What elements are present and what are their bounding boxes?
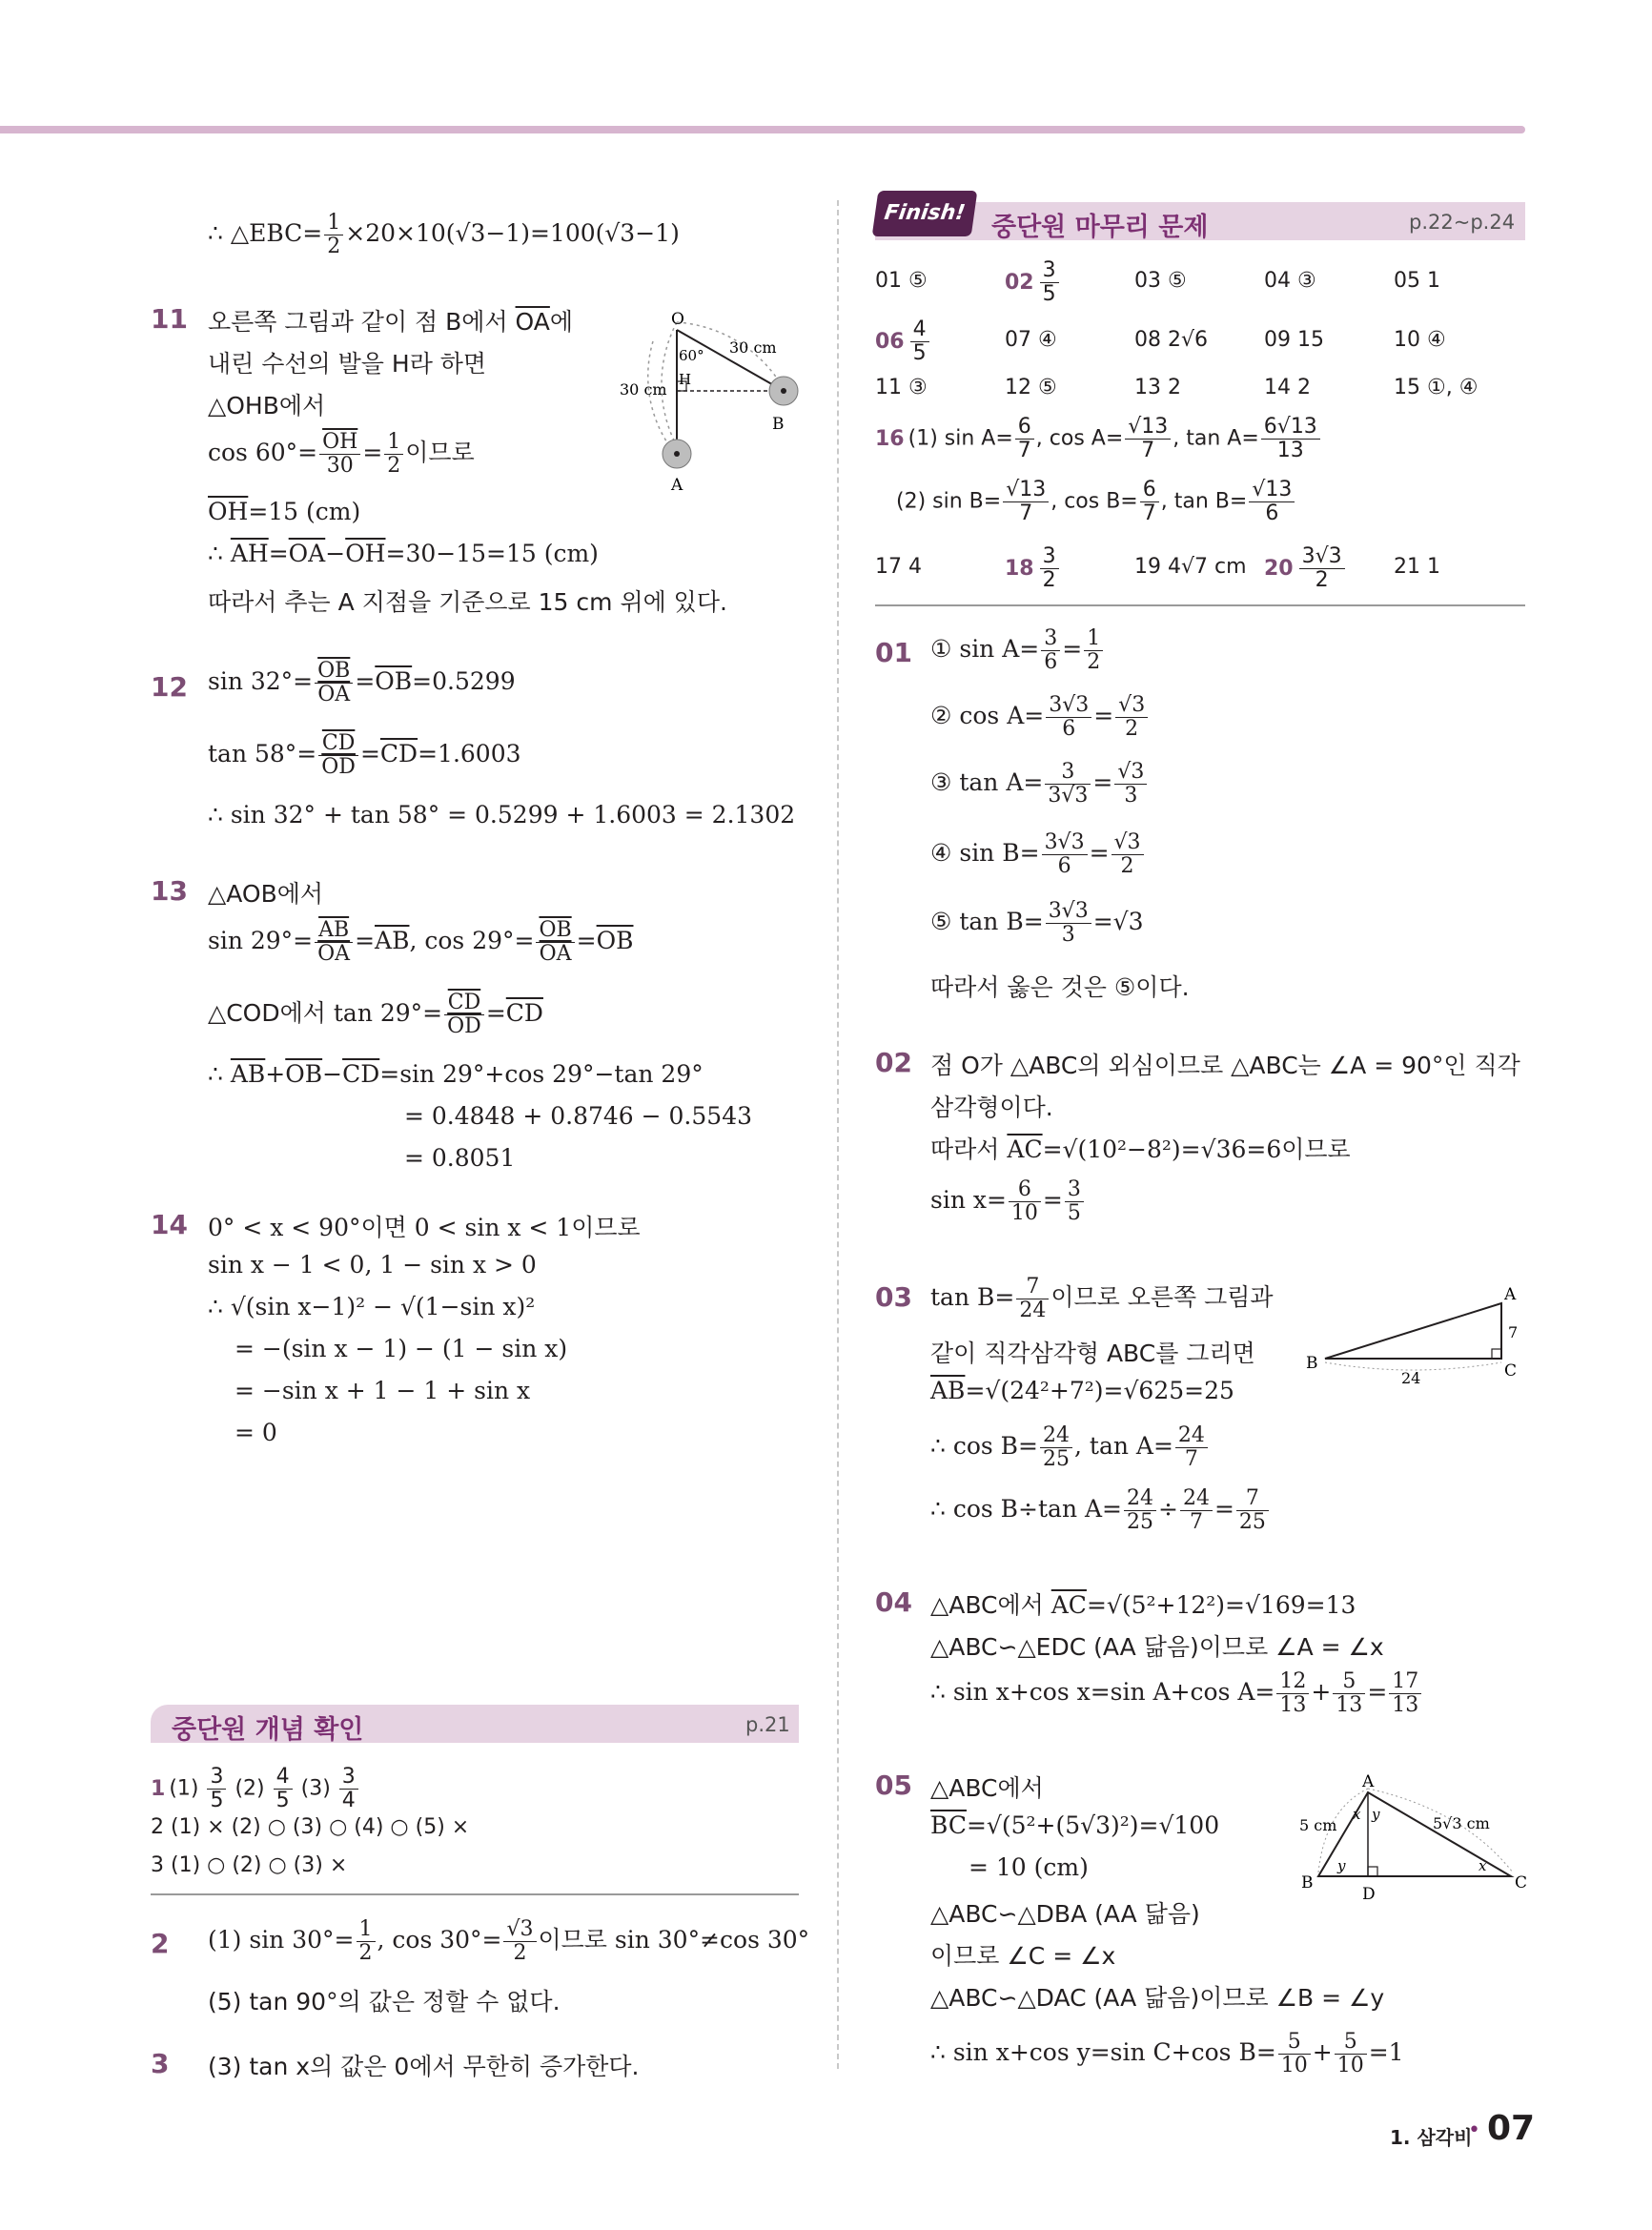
answer-09: 09 15 [1264, 328, 1324, 352]
p12-line1: sin 32°= $\frac{\overline{OB}}{OA}$ $=\overline{OB}=0.5299$ [208, 659, 516, 706]
side-label-24: 24 [1401, 1369, 1421, 1387]
answer-21: 21 1 [1394, 555, 1440, 579]
answer-01: 01 ⑤ [875, 269, 928, 293]
angle-label-y: y [1372, 1806, 1380, 1823]
label-D: D [1362, 1885, 1376, 1904]
footer-bullet: • [1468, 2118, 1480, 2142]
p14-line1: 0° < x < 90°이면 0 < sin x < 1이므로 [208, 1214, 641, 1241]
pendulum-figure [610, 303, 810, 503]
concept-section-page: p.21 [745, 1713, 790, 1736]
p11-line2: 내린 수선의 발을 H라 하면 [208, 350, 487, 378]
right-triangle-figure-03 [1296, 1282, 1525, 1387]
top-rule [0, 126, 1525, 133]
concept-section-title: 중단원 개념 확인 [172, 1715, 364, 1745]
p11-line5: $\overline{OH}=15$ (cm) [208, 498, 361, 525]
q01-line1: ① sin A= $\frac{3}{6}$ = $\frac{1}{2}$ [930, 627, 1105, 674]
label-C: C [1504, 1361, 1518, 1381]
answer-17: 17 4 [875, 555, 922, 579]
q04-line3: ∴ sin x+cos x=sin A+cos A= $\frac{12}{13}$ + $\frac{5}{13}$ = $\frac{17}{13}$ [930, 1670, 1423, 1717]
q02-line2: 삼각형이다. [930, 1094, 1053, 1121]
concept-answer-1: 1 (1) $\frac{3}{5}$ (2) $\frac{4}{5}$ (3) $\frac{3}{4}$ [151, 1766, 360, 1812]
concept-e3-line1: (3) tan x의 값은 0에서 무한히 증가한다. [208, 2053, 640, 2080]
p12-line2: tan 58°= $\frac{\overline{CD}}{OD}$ $=\overline{CD}=1.6003$ [208, 731, 521, 779]
section-rule [151, 1893, 799, 1895]
q02-line4: sin x= $\frac{6}{10}$ = $\frac{3}{5}$ [930, 1178, 1086, 1225]
q01-line2: ② cos A= $\frac{3√3}{6}$ = $\frac{√3}{2}$ [930, 694, 1150, 741]
q03-line5: ∴ cos B÷tan A= $\frac{24}{25}$ ÷ $\frac{24}{7}$ = $\frac{7}{25}$ [930, 1487, 1271, 1534]
p13-line1: sin 29°= $\frac{\overline{AB}}{OA}$ $=\overline{AB}$, cos 29°= $\frac{\overline{OB}}{OA}$ $=\overline{OB}$ [208, 918, 634, 966]
problem-number: 12 [151, 671, 188, 703]
p11-line4: cos 60°= $\frac{\overline{OH}}{30}$ = $\frac{1}{2}$ 이므로 [208, 430, 475, 478]
p11-line6: ∴ $\overline{AH}=\overline{OA}-\overline{OH}=30-15=15$ (cm) [208, 540, 599, 567]
p14-line5: = −sin x + 1 − 1 + sin x [235, 1377, 531, 1404]
q05-line6: △ABC∽△DAC (AA 닮음)이므로 ∠B = ∠y [930, 1984, 1385, 2012]
answer-10: 10 ④ [1394, 328, 1446, 352]
label-B: B [1301, 1873, 1314, 1892]
p10-conclusion: ∴ △EBC= $\frac{1}{2}$ ×20×10(√3−1)=100(√3−1) [208, 211, 680, 258]
q03-line2: 같이 직각삼각형 ABC를 그리면 [930, 1340, 1255, 1367]
answer-04: 04 ③ [1264, 269, 1316, 293]
q05-line4: △ABC∽△DBA (AA 닮음) [930, 1900, 1200, 1928]
problem-number: 14 [151, 1209, 188, 1240]
angle-label: 60° [679, 347, 704, 364]
section-rule [875, 604, 1525, 606]
answer-03: 03 ⑤ [1134, 269, 1187, 293]
label-C: C [1515, 1873, 1528, 1892]
answer-20: 20 $\frac{3√3}{2}$ [1264, 545, 1347, 592]
p14-line4: = −(sin x − 1) − (1 − sin x) [235, 1335, 568, 1362]
problem-number: 3 [151, 2048, 170, 2079]
angle-label-x-C: x [1479, 1857, 1487, 1874]
answer-19: 19 4√7 cm [1134, 555, 1247, 579]
side-label-AB: 5 cm [1299, 1816, 1337, 1834]
label-B: B [1306, 1354, 1318, 1373]
answer-07: 07 ④ [1005, 328, 1057, 352]
label-O: O [671, 310, 684, 329]
answer-02: 02 $\frac{3}{5}$ [1005, 259, 1061, 306]
label-A: A [1362, 1772, 1375, 1791]
problem-number: 11 [151, 303, 188, 335]
q05-line5: 이므로 ∠C = ∠x [930, 1942, 1116, 1970]
problem-number: 03 [875, 1281, 912, 1313]
answer-16-1: 16 (1) sin A= $\frac{6}{7}$ , cos A= $\frac{√13}{7}$ , tan A= $\frac{6√13}{13}$ [875, 416, 1322, 462]
concept-e2-line2: (5) tan 90°의 값은 정할 수 없다. [208, 1988, 561, 2015]
q05-line3: = 10 (cm) [969, 1853, 1089, 1881]
q01-line3: ③ tan A= $\frac{3}{3√3}$ = $\frac{√3}{3}$ [930, 761, 1149, 808]
finish-section-title: 중단원 마무리 문제 [991, 213, 1209, 242]
p13-line3: ∴ $\overline{AB}+\overline{OB}-\overline{CD}=\sin$ 29°+cos 29°−tan 29° [208, 1060, 704, 1088]
q01-line6: 따라서 옳은 것은 ⑤이다. [930, 973, 1190, 1001]
q05-line7: ∴ sin x+cos y=sin C+cos B= $\frac{5}{10}$ + $\frac{5}{10}$ =1 [930, 2030, 1404, 2077]
problem-number: 04 [875, 1586, 912, 1618]
answer-12: 12 ⑤ [1005, 376, 1057, 399]
finish-section-page: p.22~p.24 [1409, 211, 1516, 234]
answer-05: 05 1 [1394, 269, 1440, 293]
answer-06: 06 $\frac{4}{5}$ [875, 318, 931, 365]
problem-number: 2 [151, 1928, 170, 1959]
p13-line0: △AOB에서 [208, 880, 324, 908]
p14-line2: sin x − 1 < 0, 1 − sin x > 0 [208, 1251, 537, 1279]
q02-line1: 점 O가 △ABC의 외심이므로 △ABC는 ∠A = 90°인 직각 [930, 1052, 1520, 1079]
answer-18: 18 $\frac{3}{2}$ [1005, 545, 1061, 592]
p13-line5: = 0.8051 [404, 1144, 516, 1172]
side-label-AC: 5√3 cm [1433, 1814, 1490, 1832]
label-H: H [679, 371, 692, 388]
p11-line3: △OHB에서 [208, 392, 326, 419]
finish-badge: Finish! [872, 191, 978, 236]
length-label-OB: 30 cm [729, 338, 777, 357]
length-label-OA: 30 cm [620, 380, 667, 399]
p14-line3: ∴ √(sin x−1)² − √(1−sin x)² [208, 1293, 536, 1320]
concept-answer-2: 2 (1) × (2) ○ (3) ○ (4) ○ (5) × [151, 1815, 470, 1839]
concept-answer-3: 3 (1) ○ (2) ○ (3) × [151, 1853, 348, 1877]
right-triangle-figure-05 [1292, 1771, 1528, 1905]
p14-line6: = 0 [235, 1419, 277, 1446]
q03-line1: tan B= $\frac{7}{24}$ 이므로 오른쪽 그림과 [930, 1275, 1274, 1322]
answer-15: 15 ①, ④ [1394, 376, 1479, 399]
p13-line4: = 0.4848 + 0.8746 − 0.5543 [404, 1102, 753, 1130]
q03-line3: $\overline{AB}=√(24^2+7^2)=√625=25$ [930, 1377, 1234, 1404]
p11-line1: 오른쪽 그림과 같이 점 B에서 $\overline{OA}$에 [208, 308, 574, 336]
label-A: A [1504, 1285, 1517, 1304]
q01-line4: ④ sin B= $\frac{3√3}{6}$ = $\frac{√3}{2}$ [930, 831, 1146, 878]
q01-line5: ⑤ tan B= $\frac{3√3}{3}$ =√3 [930, 899, 1144, 947]
q04-line1: △ABC에서 $\overline{AC}=√(5^2+12^2)=√169=13$ [930, 1591, 1356, 1619]
answer-13: 13 2 [1134, 376, 1181, 399]
q05-line1: △ABC에서 [930, 1774, 1044, 1802]
p11-line7: 따라서 추는 A 지점을 기준으로 15 cm 위에 있다. [208, 588, 727, 616]
angle-label-x: x [1353, 1806, 1361, 1823]
problem-number: 02 [875, 1047, 912, 1078]
q05-line2: $\overline{BC}=√(5^2+(5√3)^2)=√100$ [930, 1811, 1220, 1839]
footer-page-number: 07 [1487, 2109, 1536, 2148]
footer-chapter: 1. 삼각비 [1390, 2126, 1473, 2149]
q02-line3: 따라서 $\overline{AC}=√(10^2-8^2)=√36=6$이므로 [930, 1135, 1351, 1163]
problem-number: 05 [875, 1770, 912, 1801]
label-B: B [772, 415, 785, 434]
label-A: A [671, 476, 683, 495]
concept-e2-line1: (1) sin 30°= $\frac{1}{2}$ , cos 30°= $\frac{√3}{2}$ 이므로 sin 30°≠cos 30° [208, 1917, 810, 1965]
problem-number: 13 [151, 875, 188, 907]
side-label-7: 7 [1508, 1323, 1519, 1341]
column-divider [837, 200, 839, 2069]
angle-label-y-B: y [1337, 1857, 1346, 1874]
answer-14: 14 2 [1264, 376, 1311, 399]
p12-line3: ∴ sin 32° + tan 58° = 0.5299 + 1.6003 = 2.1302 [208, 801, 796, 829]
answer-16-2: (2) sin B= $\frac{√13}{7}$ , cos B= $\frac{6}{7}$ , tan B= $\frac{√13}{6}$ [896, 479, 1296, 525]
problem-number: 01 [875, 637, 912, 668]
q04-line2: △ABC∽△EDC (AA 닮음)이므로 ∠A = ∠x [930, 1633, 1384, 1661]
answer-11: 11 ③ [875, 376, 928, 399]
answer-08: 08 2√6 [1134, 328, 1208, 352]
p13-line2: △COD에서 tan 29°= $\frac{\overline{CD}}{OD}$ $=\overline{CD}$ [208, 991, 543, 1038]
q03-line4: ∴ cos B= $\frac{24}{25}$ , tan A= $\frac{24}{7}$ [930, 1424, 1210, 1471]
